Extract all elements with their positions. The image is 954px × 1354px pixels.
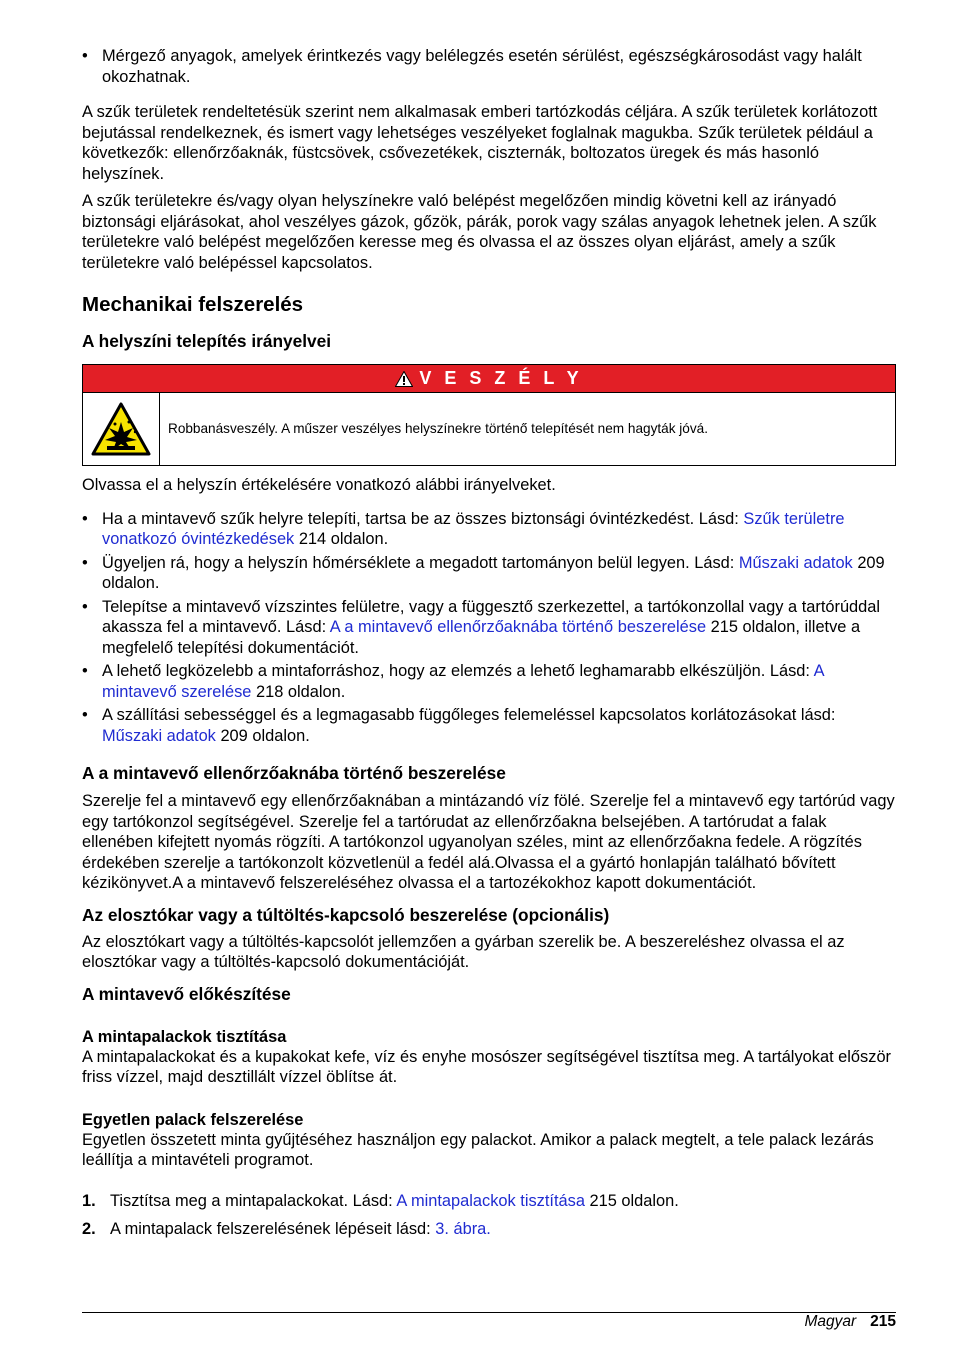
- bottle-cleaning-link[interactable]: A mintapalackok tisztítása: [396, 1191, 585, 1210]
- minor-heading: A mintapalackok tisztítása: [82, 1027, 287, 1046]
- manhole-install-link[interactable]: A a mintavevő ellenőrzőaknába történő beszerelése: [329, 618, 707, 636]
- subsection-heading: A helyszíni telepítés irányelvei: [82, 331, 332, 351]
- page-content: [82, 46, 896, 1240]
- paragraph: Az elosztókart vagy a túltöltés-kapcsolót jellemzően a gyárban szerelik be. A beszereléshez olvassa el az elosztókar vagy a túltöltés-kapcsoló dokumentációját.: [82, 932, 845, 971]
- list-item: 2. A mintapalack felszerelésének lépéseit lásd: 3. ábra.: [82, 1220, 491, 1238]
- specifications-link[interactable]: Műszaki adatok: [102, 726, 216, 745]
- subsection-heading: Az elosztókar vagy a túltöltés-kapcsoló beszerelése (opcionális): [82, 904, 610, 925]
- list-item: • Telepítse a mintavevő vízszintes felületre, vagy a függesztő szerkezettel, a tartókonzollal vagy a tartórúddal akassza fel a mintavevő. Lásd: A a mintavevő ellenőrzőaknába történő beszerelése 215 oldalon, illetve a megfelelő telepítési dokumentációt.: [82, 597, 896, 659]
- paragraph: A mintapalackokat és a kupakokat kefe, víz és enyhe mosószer segítségével tisztítsa meg. A tartályokat először friss vízzel, majd desztillált vízzel öblítse át.: [82, 1047, 892, 1086]
- intro-bullet-list: [82, 46, 896, 87]
- subsection-heading: A a mintavevő ellenőrzőaknába történő beszerelése: [82, 763, 506, 783]
- footer-language: Magyar: [804, 1313, 857, 1330]
- danger-header: [83, 365, 895, 393]
- figure-link[interactable]: 3. ábra.: [435, 1220, 491, 1238]
- sampler-install-link[interactable]: A mintavevő szerelése: [102, 662, 824, 701]
- precautions-link[interactable]: Szűk területre vonatkozó óvintézkedések: [102, 509, 845, 548]
- paragraph: Egyetlen összetett minta gyűjtéséhez használjon egy palackot. Amikor a palack megtelt, a tele palack lezárás leállítja a mintavételi programot.: [82, 1130, 874, 1169]
- paragraph: A szűk területekre és/vagy olyan helyszínekre való belépést megelőzően mindig követni kell az irányadó biztonsági eljárásokat, ahol veszélyes gázok, gőzök, párák, porok vagy szálas anyagok lehetnek jelen. A szűk területekre való belépést megelőzően keresse meg és olvassa el az összes olyan eljárást, amely a szűk területekre való belépéssel kapcsolatos.: [82, 192, 877, 272]
- section-title: Mechanikai felszerelés: [82, 293, 304, 316]
- list-item: • Mérgező anyagok, amelyek érintkezés vagy belélegzés esetén sérülést, egészségkárosodást vagy halált okozhatnak.: [82, 46, 896, 87]
- list-item: • A lehető legközelebb a mintaforráshoz, hogy az elemzés a lehető leghamarabb elkészüljön. Lásd: A mintavevő szerelése 218 oldalon.: [82, 661, 896, 702]
- paragraph: Olvassa el a helyszín értékelésére vonatkozó alábbi irányelveket.: [82, 476, 556, 494]
- list-item: • A szállítási sebességgel és a legmagasabb függőleges felemeléssel kapcsolatos korlátozásokat lásd: Műszaki adatok 209 oldalon.: [82, 705, 896, 746]
- danger-box: [82, 364, 896, 466]
- site-guidelines-list: [82, 509, 896, 747]
- list-item: • Ha a mintavevő szűk helyre telepíti, tartsa be az összes biztonsági óvintézkedést. Lásd: Szűk területre vonatkozó óvintézkedések 214 oldalon.: [82, 509, 896, 550]
- footer-rule: [82, 1312, 896, 1313]
- minor-heading: Egyetlen palack felszerelése: [82, 1110, 304, 1129]
- page-number: 215: [870, 1313, 896, 1330]
- subsection-heading: A mintavevő előkészítése: [82, 983, 291, 1004]
- warning-triangle-icon: [395, 371, 413, 387]
- danger-text: Robbanásveszély. A műszer veszélyes helyszínekre történő telepítését nem hagyták jóvá.: [168, 420, 709, 436]
- list-item: 1. Tisztítsa meg a mintapalackokat. Lásd: A mintapalackok tisztítása 215 oldalon.: [82, 1191, 679, 1210]
- list-item: • Ügyeljen rá, hogy a helyszín hőmérséklete a megadott tartományon belül legyen. Lásd: Műszaki adatok 209 oldalon.: [82, 553, 896, 594]
- steps-list: [82, 1191, 896, 1240]
- danger-label: V E S Z É L Y: [419, 368, 583, 389]
- paragraph: A szűk területek rendeltetésük szerint nem alkalmasak emberi tartózkodás céljára. A szűk területek korlátozott bejutással rendelkeznek, és ismert vagy lehetséges veszélyeket foglalnak magukba. Szűk területek például a következők: ellenőrzőaknák, füstcsövek, csővezetékek, ciszternák, boltozatos üregek és más hasonló helyszínek.: [82, 103, 878, 183]
- specifications-link[interactable]: Műszaki adatok: [738, 553, 853, 572]
- danger-body: [83, 393, 895, 465]
- page-footer: [804, 1312, 896, 1332]
- explosion-hazard-icon: [83, 393, 160, 465]
- paragraph: Szerelje fel a mintavevő egy ellenőrzőaknában a mintázandó víz fölé. Szerelje fel a mintavevő egy tartórúd vagy egy tartókonzol segítségével. Szerelje fel a tartórudat az ellenőrzőakna belsejében. A tartórudat a falak ellenében kifejtett nyomás rögzíti. A tartókonzol ugyanolyan széles, mint az ellenőrzőakna fedele. A rögzítés érdekében szerelje a tartókonzolt közvetlenül a fedél alá.Olvassa el a gyártó honlapján található bővített kézikönyvet.A a mintavevő felszereléséhez olvassa el a tartozékokhoz kapott dokumentációt.: [82, 792, 895, 892]
